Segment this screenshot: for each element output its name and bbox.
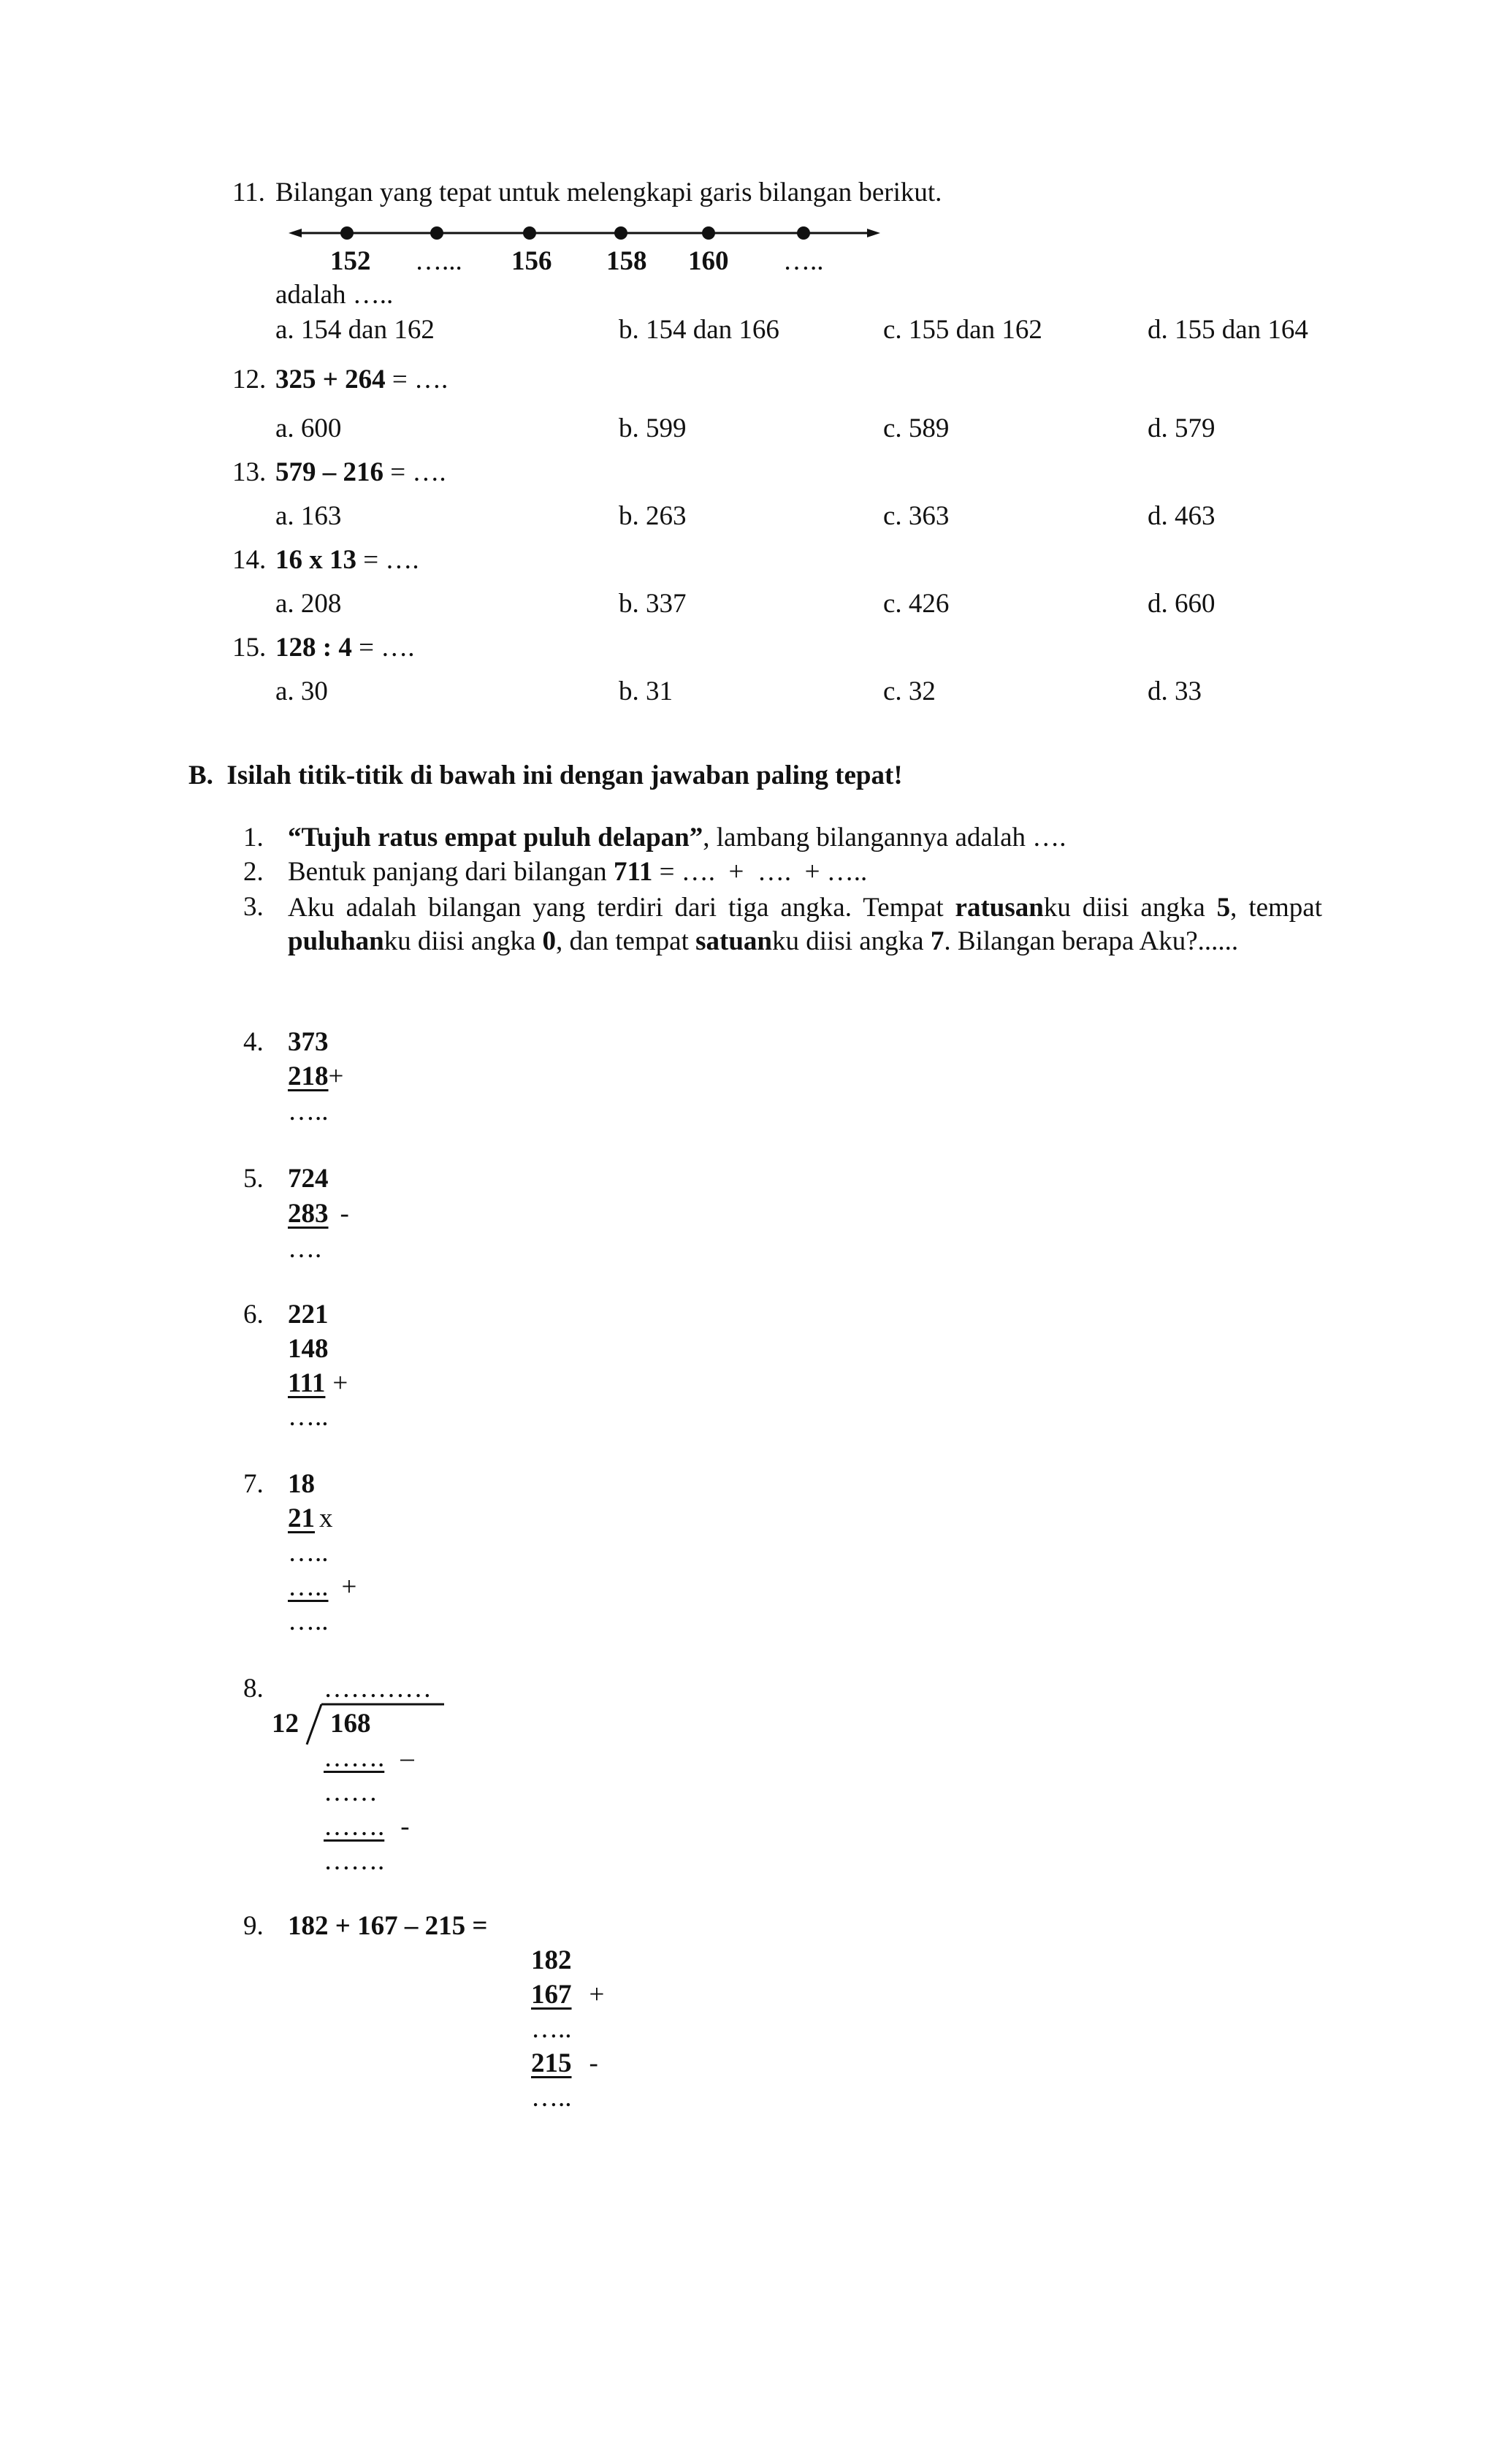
b9-operand-row xyxy=(531,2048,598,2080)
b4-operand-row xyxy=(288,1061,343,1093)
q15-option-d: d. 33 xyxy=(1148,676,1202,706)
b2-text xyxy=(288,856,867,888)
b7-operator: x xyxy=(319,1503,333,1533)
b3-bold: satuan xyxy=(695,926,773,956)
b9-operand-row xyxy=(531,1979,604,2011)
number-line-label: …... xyxy=(415,246,462,276)
b7-result: ….. xyxy=(288,1606,329,1636)
b8-dividend: 168 xyxy=(330,1709,371,1739)
q12-option-d: d. 579 xyxy=(1148,413,1216,443)
b9-expression: 182 + 167 – 215 = xyxy=(288,1911,488,1941)
b7-operand: 21 xyxy=(288,1503,315,1533)
b3-part: , tempat xyxy=(1230,893,1322,923)
q13-blank: = …. xyxy=(383,457,446,487)
b3-number: 3. xyxy=(243,892,264,922)
q11-option-d: d. 155 dan 164 xyxy=(1148,315,1308,345)
b8-divisor: 12 xyxy=(272,1709,299,1739)
b8-remainder: ……. xyxy=(324,1846,385,1876)
b7-partial-row xyxy=(288,1571,356,1603)
b9-operand: 167 xyxy=(531,1980,572,2010)
q15-blank: = …. xyxy=(351,633,415,663)
b4-operand: 373 xyxy=(288,1027,329,1057)
q14-option-b: b. 337 xyxy=(619,589,687,619)
b7-operand-row xyxy=(288,1503,333,1535)
q15-expression: 128 : 4 xyxy=(275,633,352,663)
q14-option-a: a. 208 xyxy=(275,589,342,619)
b8-step-row xyxy=(324,1742,414,1774)
b7-operator: + xyxy=(341,1572,357,1602)
b4-number: 4. xyxy=(243,1027,264,1057)
q13-question xyxy=(275,457,446,489)
b4-operator: + xyxy=(328,1061,344,1091)
b6-operand: 111 xyxy=(288,1368,326,1398)
b6-operator: + xyxy=(332,1368,348,1398)
b4-operand: 218 xyxy=(288,1061,329,1091)
q12-number: 12. xyxy=(232,365,267,394)
b8-operator: – xyxy=(400,1743,414,1773)
b3-text xyxy=(288,891,1322,958)
q12-option-a: a. 600 xyxy=(275,413,342,443)
b3-bold: ratusan xyxy=(955,893,1044,923)
b9-operand: 182 xyxy=(531,1945,572,1975)
b2-value: 711 xyxy=(613,857,653,887)
q12-expression: 325 + 264 xyxy=(275,365,386,394)
q12-option-b: b. 599 xyxy=(619,413,687,443)
q11-option-c: c. 155 dan 162 xyxy=(883,315,1042,345)
b8-number: 8. xyxy=(243,1674,264,1704)
q15-option-b: b. 31 xyxy=(619,676,673,706)
q14-number: 14. xyxy=(232,545,267,575)
number-line-label: 152 xyxy=(330,246,371,276)
b3-part: ku diisi angka xyxy=(772,926,931,956)
number-line xyxy=(289,221,880,245)
q15-question xyxy=(275,632,414,664)
b2-number: 2. xyxy=(243,857,264,887)
b5-result: …. xyxy=(288,1234,322,1264)
b3-part: , dan tempat xyxy=(556,926,696,956)
b5-operand-row xyxy=(288,1198,349,1230)
b8-operator: - xyxy=(400,1812,410,1842)
q13-option-d: d. 463 xyxy=(1148,501,1216,531)
b6-result: ….. xyxy=(288,1402,329,1432)
b6-number: 6. xyxy=(243,1300,264,1330)
b6-operand-row xyxy=(288,1368,348,1400)
b5-number: 5. xyxy=(243,1164,264,1194)
b8-step: ……. xyxy=(324,1743,385,1773)
b5-operand: 724 xyxy=(288,1164,329,1194)
b6-operand: 148 xyxy=(288,1334,329,1364)
q15-option-c: c. 32 xyxy=(883,676,936,706)
b3-part: Aku adalah bilangan yang terdiri dari tiga angka. Tempat xyxy=(288,893,955,923)
b9-operator: - xyxy=(589,2048,598,2078)
b9-operator: + xyxy=(589,1980,605,2010)
b3-bold: 5 xyxy=(1216,893,1231,923)
b9-operand: 215 xyxy=(531,2048,572,2078)
b1-text xyxy=(288,822,1066,854)
b9-number: 9. xyxy=(243,1911,264,1941)
b3-bold: puluhan xyxy=(288,926,384,956)
q12-question xyxy=(275,364,448,396)
b7-operand: 18 xyxy=(288,1469,315,1499)
q13-expression: 579 – 216 xyxy=(275,457,383,487)
b5-operand: 283 xyxy=(288,1199,329,1229)
b2-pre: Bentuk panjang dari bilangan xyxy=(288,857,614,887)
q11-number: 11. xyxy=(232,178,265,207)
q14-option-c: c. 426 xyxy=(883,589,950,619)
b1-number: 1. xyxy=(243,823,264,853)
b1-rest: , lambang bilangannya adalah …. xyxy=(703,823,1066,853)
b7-partial: ….. xyxy=(288,1572,329,1602)
division-bracket xyxy=(305,1702,448,1747)
q13-option-a: a. 163 xyxy=(275,501,342,531)
b9-result: ….. xyxy=(531,2083,572,2113)
b3-part: . Bilangan berapa Aku?...... xyxy=(944,926,1239,956)
q14-blank: = …. xyxy=(356,545,419,575)
q14-question xyxy=(275,544,419,576)
b9-partial: ….. xyxy=(531,2014,572,2044)
q12-option-c: c. 589 xyxy=(883,413,950,443)
q13-number: 13. xyxy=(232,457,267,487)
number-line-label: 158 xyxy=(606,246,647,276)
q13-option-c: c. 363 xyxy=(883,501,950,531)
b8-step-row xyxy=(324,1811,410,1843)
b6-operand: 221 xyxy=(288,1300,329,1330)
b8-remainder: …… xyxy=(324,1777,378,1807)
number-line-label: ….. xyxy=(783,246,824,276)
q11-text: Bilangan yang tepat untuk melengkapi garis bilangan berikut. xyxy=(275,178,942,207)
b5-operator: - xyxy=(340,1199,349,1229)
b8-quotient: ………… xyxy=(324,1674,432,1704)
number-line-label: 156 xyxy=(511,246,552,276)
q11-option-b: b. 154 dan 166 xyxy=(619,315,779,345)
b4-result: ….. xyxy=(288,1096,329,1126)
b3-part: ku diisi angka xyxy=(383,926,543,956)
q13-option-b: b. 263 xyxy=(619,501,687,531)
b7-partial: ….. xyxy=(288,1538,329,1568)
q14-expression: 16 x 13 xyxy=(275,545,356,575)
b1-number-words: “Tujuh ratus empat puluh delapan” xyxy=(288,823,703,853)
b8-step: ……. xyxy=(324,1812,385,1842)
section-b-heading: B. Isilah titik-titik di bawah ini dengan jawaban paling tepat! xyxy=(188,760,903,790)
q15-option-a: a. 30 xyxy=(275,676,328,706)
b7-number: 7. xyxy=(243,1469,264,1499)
number-line-label: 160 xyxy=(688,246,729,276)
b3-bold: 0 xyxy=(542,926,557,956)
b2-rest: = …. + …. + ….. xyxy=(652,857,868,887)
q12-blank: = …. xyxy=(385,365,449,394)
b3-part: ku diisi angka xyxy=(1043,893,1217,923)
b3-bold: 7 xyxy=(930,926,944,956)
q11-suffix: adalah ….. xyxy=(275,280,394,310)
q11-option-a: a. 154 dan 162 xyxy=(275,315,435,345)
q14-option-d: d. 660 xyxy=(1148,589,1216,619)
q15-number: 15. xyxy=(232,633,267,663)
